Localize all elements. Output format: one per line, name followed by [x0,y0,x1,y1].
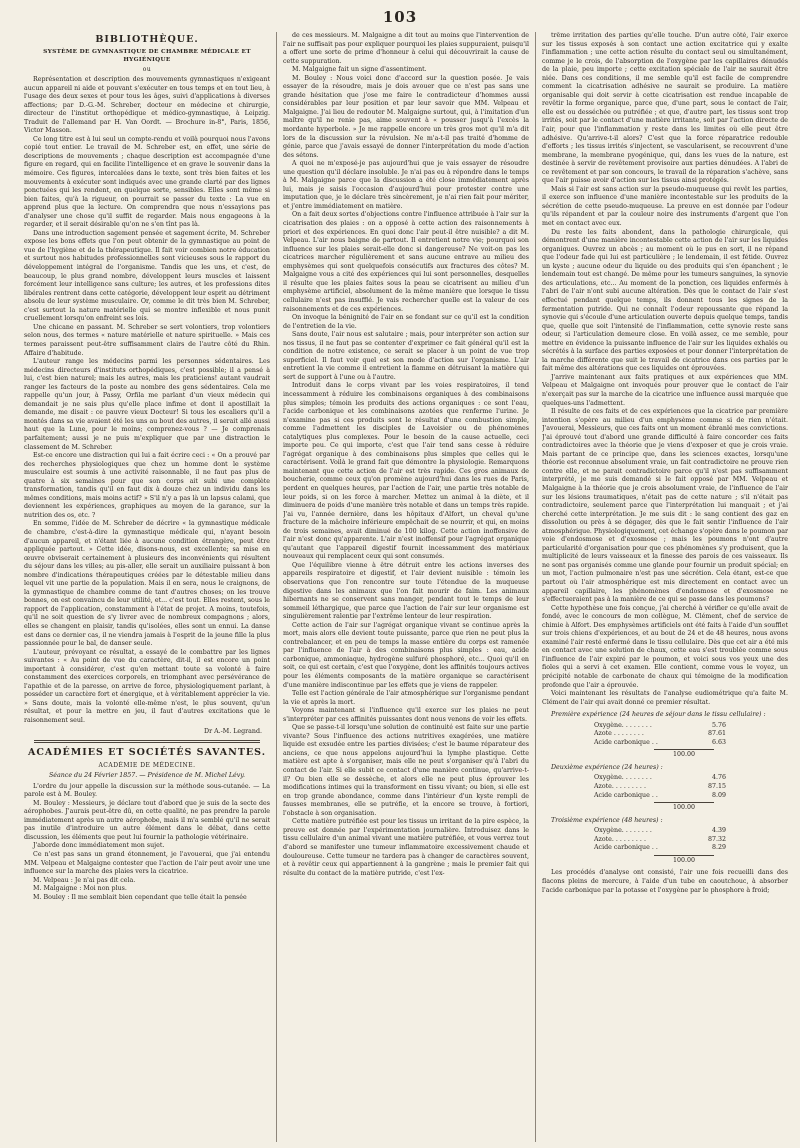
experiment-heading: Première expérience (24 heures de séjour dans le tissu cellulaire) : [551,711,766,719]
paragraph: Mais si l'air est sans action sur la pseudo-muqueuse qui revêt les parties, il exerce son influence d'une manière incontestable sur les produits de la sécrétion de cette pseudo-muqueuse. La preuve en est donnée par l'odeur qu'ils répandent et par la couleur noire des instruments d'argent que l'on met en contact avec eux. [542,185,788,228]
paragraph: Introduit dans le corps vivant par les voies respiratoires, il tend incessamment à réduire les combinaisons organiques à des combinaisons plus simples; témoin les produits des actions organiques : ce sont l'eau, l'acide carbonique et les combinaisons azotées que renferme l'urine. Je n'examine pas si ces produits sont le résultat d'une combustion simple, comme l'admettent les disciples de Lavoisier ou de phénomènes catalytiques plus complexes. Pour le besoin de la cause actuelle, ceci importe peu. Ce qui importe, c'est que l'air tend sans cesse à réduire l'agrégat organique à des combinaisons plus simples que celles qui le caractérisent. Voilà le grand fait que démontre la physiologie. Remarquons maintenant que cette action de l'air est très rapide. Ces gros animaux de boucherie, comme ceux qu'on promène aujourd'hui dans les rues de Paris, perdent en quelques heures, par l'action de l'air, une partie très notable de leur poids, si on les force à marcher. Mettez un animal à la diète, et il diminuera de poids d'une manière très notable et dans un temps très rapide. J'ai vu, l'année dernière, dans les hôpitaux d'Alfort, un cheval qu'une fracture de la mâchoire inférieure empêchait de se nourrir, et qui, en moins de trois semaines, avait diminué de 100 kilog. Cette action inoffensive de l'air n'est donc qu'apparente. L'air n'est inoffensif pour l'agrégat organique qu'autant que l'appareil digestif fournit incessamment des matériaux nouveaux qui remplacent ceux qui sont consumés. [283,382,529,561]
experiment-label: Oxygène. . . . . . . . [594,827,652,835]
paragraph: L'ordre du jour appelle la discussion sur la méthode sous-cutanée. — La parole est à M. Bouley. [24,782,270,799]
paragraph: Représentation et description des mouvements gymnastiques n'exigeant aucun appareil ni aide et pouvant s'exécuter en tous temps et en tout lieu, à l'usage des deux sexes et pour tous les âges, suivi d'applications à diverses affections; par D.-G.-M. Schreber, docteur en médecine et chirurgie, directeur de l'institut orthopédique et médico-gymnastique, à Leipzig. Traduit de l'allemand par H. Van Oordt. — Brochure in-8°, Paris, 1856, Victor Masson. [24,76,270,135]
paragraph: Que l'équilibre vienne à être détruit entre les actions inverses des appareils respiratoire et digestif, et l'air devient nuisible : témoin les observations que l'on rencontre sur toute l'étendue de la muqueuse digestive dans les animaux que l'on fait mourir de faim. Les animaux hibernants ne se conservent sans manger, pendant tout le temps de leur sommeil léthargique, que parce que l'action de l'air sur leur organisme est singulièrement ralentie par l'extrême lenteur de leur respiration. [283,561,529,621]
paragraph: On a fait deux sortes d'objections contre l'influence attribuée à l'air sur la cicatrisation des plaies : on a opposé à cette action des raisonnements à priori et des expériences. En quoi donc l'air peut-il être nuisible? a dit M. Velpeau. L'air nous baigne de partout. Il entretient notre vie; pourquoi son influence sur les plaies serait-elle donc si dangereuse? Ne voit-on pas les cicatrices marcher régulièrement et sans aucune entrave au milieu des emphysèmes qui sont quelquefois consécutifs aux fractures des côtes? M. Malgaigne vous a cité des expériences qui lui sont personnelles, desquelles il résulte que les plaies faites sous la peau se cicatrisent au milieu d'un emphysème artificiel, absolument de la même manière que lorsque le tissu cellulaire n'est pas insufflé. Je vais rechercher quelle est la valeur de ces raisonnements et de ces expériences. [283,211,529,313]
experiment-label: Azote . . . . . . . . [594,730,644,738]
paragraph: Ce long titre est à lui seul un compte-rendu et voilà pourquoi nous l'avons copié tout entier. Le travail de M. Schreber est, en effet, une série de descriptions de mouvements ; chaque description est accompagnée d'une figure en regard, qui en facilite l'intelligence et en grave le souvenir dans la mémoire. Ces figures, intercalées dans le texte, sont très bien faites et les mouvements à exécuter sont indiqués avec une grande clarté par des lignes ponctuées qui les rendent, en quelque sorte, sensibles. Elles sont même si bien faites, qu'à la rigueur, on pourrait se passer du texte : La vue en apprend plus que la lecture. On comprendra que nous n'essayions pas d'analyser une chose qu'il suffit de regarder. Mais nous engageons à la regarder, et il serait désirable qu'on ne s'en tînt pas là. [24,135,270,229]
experiment-label: Acide carbonique . . [594,791,658,799]
experiment-row [594,722,726,731]
paragraph: Dans une introduction sagement pensée et sagement écrite, M. Schreber expose les bons effets que l'on peut obtenir de la gymnastique au point de vue de l'hygiène et de la thérapeutique. Il fait voir combien notre éducation et surtout nos habitudes professionnelles sont vicieuses sous le rapport du développement intégral de l'organisme. Tandis que les uns, et c'est, de beaucoup, le plus grand nombre, développent leurs muscles et laissent forcément leur intelligence sans culture; les autres, et les professions dites libérales rentrent dans cette catégorie, développent leur esprit au détriment absolu de leur système musculaire. Or, comme le dit très bien M. Schreber, c'est surtout la nature matérielle qui se montre inflexible et nous punit cruellement lorsqu'on enfreint ses lois. [24,229,270,323]
experiment-label: Azote. . . . . . . . . [594,835,646,843]
paragraph: Du reste les faits abondent, dans la pathologie chirurgicale, qui démontrent d'une manière incontestable cette action de l'air sur les liquides organiques. Ouvrez un abcès ; au moment où le pus en sort, il ne répand que l'odeur fade qui lui est particulière ; le lendemain, il est fétide. Ouvrez un kyste ; aucune odeur du liquide ou des produits qui s'en épanchent ; le lendemain tout est changé. De même pour les tumeurs sanguines, la synovie des articulations, etc... Au moment de la ponction, ces liquides enfermés à l'abri de l'air n'ont subi aucune altération. Dès que le contact de l'air s'est effectué pendant quelque temps, ils donnent tous les signes de la fermentation putride. Qui ne connaît l'odeur repoussante que répand la synovie qui s'écoule d'une articulation ouverte depuis quelque temps, tandis que, quelle que soit l'intensité de l'inflammation, cette synovie reste sans odeur, si l'articulation demeure close. En voilà assez, ce me semble, pour mettre en évidence la puissante influence de l'air sur les liquides exhalés ou sécrétés à la surface des parties exposées et pour donner l'interprétation de la marche différente que suit le travail de cicatrice dans ces parties par le fait même des altérations que ces liquides ont éprouvées. [542,228,788,373]
experiment-table [594,774,726,800]
paragraph: M. Malgaigne : Moi non plus. [33,885,127,893]
paragraph: Cette action de l'air sur l'agrégat organique vivant se continue après la mort, mais alors elle devient toute puissante, parce que rien ne peut plus la contrebalancer, et en peu de temps la masse entière du corps est ramenée par l'influence de l'air à des combinaisons plus simples : eau, acide carbonique, ammoniaque, hydrogène sulfuré phosphoré, etc... Quoi qu'il en soit, ce qui est certain, c'est que l'oxygène, dont les affinités toujours actives pour les éléments composants de la matière organique se caractérisent d'une manière indiscontinue par les effets que je viens de rappeler. [283,621,529,689]
experiment-value: 87.32 [707,835,726,843]
paragraph: Telle est l'action générale de l'air atmosphérique sur l'organisme pendant la vie et après la mort. [283,690,529,706]
paragraph: On invoque la bénignité de l'air en se fondant sur ce qu'il est la condition de l'entretien de la vie. [283,314,529,330]
experiment-value: 4.39 [711,827,726,835]
experiment-row [594,739,726,748]
experiment-heading: Troisième expérience (48 heures) : [551,816,663,824]
paragraph: Que se passe-t-il lorsqu'une solution de continuité est faite sur une partie vivante? Sous l'influence des actions nutritives exagérées, une matière liquide est exsudée entre les parties divisées; c'est le baume réparateur des anciens, ce que nous appelons aujourd'hui la lymphe plastique. Cette matière est apte à s'organiser, mais elle ne peut s'organiser qu'à l'abri du contact de l'air. Si elle subit ce contact d'une manière continue, qu'arrive-t-il? Ou bien elle se dessèche, et alors elle ne peut plus éprouver les modifications intimes qui la transforment en tissu vivant; ou bien, si elle est en trop grande abondance, comme dans l'intérieur d'un kyste rempli de fausses membranes, elle se putréfie, et la encore se trouve, à fortiori, l'obstacle à son organisation. [283,724,529,817]
paragraph: Sans doute, l'air nous est salutaire ; mais, pour interpréter son action sur nos tissus, il ne faut pas se contenter d'exprimer ce fait général qu'il est la condition de notre existence, ce serait se placer à un point de vue trop superficiel. Il faut voir quel est son mode d'action sur l'organisme. L'air entretient la vie comme il entretient la flamme en détruisant la matière qui sert de support à l'une ou à l'autre. [283,331,529,381]
experiment-row [594,774,726,783]
experiment-row [594,792,726,801]
column-right [542,32,788,1142]
article-title-ou: ou [142,66,152,73]
article-signature: Dr A.-M. Legrand. [204,727,262,735]
experiment-value: 87.15 [707,783,726,791]
section-title-academies: ACADÉMIES ET SOCIÉTÉS SAVANTES. [28,747,266,759]
experiment-total: 100.00 [654,749,714,760]
paragraph: Ce n'est pas sans un grand étonnement, je l'avouerai, que j'ai entendu MM. Velpeau et Malgaigne contester que l'action de l'air peut avoir une une influence sur la marche des plaies vers la cicatrice. [24,851,270,876]
experiment-block [542,817,788,866]
paragraph: L'auteur, prévoyant ce résultat, a essayé de le combattre par les lignes suivantes : « Au point de vue du caractère, dit-il, il est encore un point important à considérer, c'est qu'en mettant toute sa volonté à faire constamment des exercices corporels, en triomphant avec persévérance de l'apathie et de la paresse, on arrive de force, physiologiquement parlant, à posséder un caractère fort et énergique, et à véritablement apprécier la vie. » Sans doute, mais la volonté elle-même n'est, le plus souvent, qu'un résultat, et pour la mettre en jeu, il faut d'autres excitations que le raisonnement seul. [24,648,270,725]
paragraph: Cette matière putréfiée est pour les tissus un irritant de la pire espèce, la preuve est donnée par l'expérimentation journalière. Introduisez dans le tissu cellulaire d'un animal vivant une matière putréfiée, et vous verrez tout d'abord se manifester une tumeur inflammatoire excessivement chaude et douloureuse. Cette tumeur ne tardera pas à changer de caractères souvent, et à revêtir ceux qui appartiennent à la gangrène ; mais le premier fait qui résulte du contact de la matière putride, c'est l'ex- [283,818,529,877]
experiment-total: 100.00 [654,855,714,866]
experiment-table [594,827,726,853]
section-title-bibliotheque: BIBLIOTHÈQUE. [95,34,199,45]
column-left [24,32,270,1142]
paragraph: Les procédés d'analyse ont consisté, l'air une fois recueilli dans des flacons pleins de mercure, à l'aide d'un tube en caoutchouc, à absorber l'acide carbonique par la potasse et l'oxygène par le phosphore à froid; [542,869,788,894]
paragraph: de ces messieurs. M. Malgaigne a dit tout au moins que l'intervention de l'air ne suffisait pas pour expliquer pourquoi les plaies suppuraient, puisqu'il a offert une sorte de prime d'honneur à celui qui découvrirait la cause de cette suppuration. [283,32,529,65]
paragraph: Voyons maintenant si l'influence qu'il exerce sur les plaies ne peut s'interpréter par ces affinités puissantes dont nous venons de voir les effets. [283,707,529,723]
column-divider [276,32,277,1142]
experiment-label: Azote. . . . . . . . . [594,783,646,791]
experiment-value: 8.09 [711,791,726,799]
paragraph: M. Bouley : Nous voici donc d'accord sur la question posée. Je vais essayer de la résoudre, mais je dois avouer que ce n'est pas sans une grande hésitation que j'ose me faire le contradicteur d'hommes aussi considérables par leur position et par leur savoir que MM. Velpeau et Malgaigne. J'ai lieu de redouter M. Malgaigne surtout, qui, à l'imitation d'un maître qu'il ne renie pas, aime souvent à « pousser jusqu'à l'excès la mordante hyperbole. » Je me rappelle encore un très gros mot qu'il m'a dit lors de la discussion sur la révulsion. Ne m'a-t-il pas traité d'homme de génie, parce que j'avais essayé de donner l'interprétation du mode d'action des sétons. [283,74,529,159]
experiment-row [594,827,726,836]
experiment-row [594,783,726,792]
experiment-value: 5.76 [711,721,726,729]
experiment-row [594,730,726,739]
section-divider [34,740,260,743]
experiment-value: 87.61 [707,730,726,738]
paragraph: M. Velpeau : Je n'ai pas dit cela. [33,876,136,884]
paragraph: M. Malgaigne fait un signe d'assentiment. [292,66,427,74]
paragraph: Cette hypothèse une fois conçue, j'ai cherché à vérifier ce qu'elle avait de fondé, avec le concours de mon collègue, M. Clément, chef de service de chimie à Alfort. Des emphysèmes artificiels ont été faits à l'aide d'un soufflet sur trois chiens d'expériences, et au bout de 24 et de 48 heures, nous avons examiné l'air resté enfermé dans le tissu cellulaire. Dès que cet air a été mis en contact avec une solution de chaux, cette eau s'est troublée comme sous l'influence de l'air expiré par le poumon, et voici sous vos yeux une des fioles qui a servi à cet examen. Elle contient, comme vous le voyez, un précipité notable de carbonate de chaux qui témoigne de la modification profonde que l'air a éprouvée. [542,604,788,689]
paragraph: J'aborde donc immédiatement mon sujet. [33,842,165,850]
page-number: 103 [382,8,418,26]
academy-name: ACADÉMIE DE MÉDECINE. [98,762,196,770]
experiment-row [594,844,726,853]
paragraph: M. Bouley : Il me semblait bien cependant que telle était la pensée [33,893,247,901]
experiment-heading: Deuxième expérience (24 heures) : [551,763,663,771]
paragraph: A quoi ne m'exposé-je pas aujourd'hui que je vais essayer de résoudre une question qu'il déclare insoluble. Je n'ai pas eu à répondre dans le temps à M. Malgaigne parce que la discussion a été close immédiatement après lui, mais je saisis l'occasion d'aujourd'hui pour protester contre une imputation que, je le déclare très sincèrement, je n'ai rien fait pour mériter, et j'entre immédiatement en matière. [283,160,529,210]
experiment-value: 6.63 [711,738,726,746]
experiment-value: 8.29 [711,844,726,852]
column-divider [535,32,536,1142]
experiment-table [594,722,726,748]
paragraph: Est-ce encore une distraction qui lui a fait écrire ceci : « On a prouvé par des recherches physiologiques que chez un homme dont le système musculaire est soumis à une activité raisonnable, il ne faut pas plus de quatre à six semaines pour que son corps ait subi une complète transformation, tandis qu'il en faut dix à douze chez un individu dans les mêmes conditions, mais moins actif? » S'il n'y a pas là un lapsus calami, que deviennent les expériences, graphiques au moyen de la garance, sur la nutrition des os, etc. ? [24,452,270,519]
paragraph: trême irritation des parties qu'elle touche. D'un autre côté, l'air exerce sur les tissus exposés à son contact une action excitatrice qui y exalte l'inflammation ; une cette action résulte du contact seul ou simultanément, comme je le crois, de l'absorption de l'oxygène par les capillaires dénudés de la plaie, peu importe ; cette excitation spéciale de l'air ne saurait être niée. Dans ces conditions, il me semble qu'il est facile de comprendre comment la cicatrisation adhésive ne saurait se produire. La matière organisable qui doit servir à cette cicatrisation est rendue incapable de revêtir la forme organique, parce que, d'une part, sous le contact de l'air, elle est ou desséchée ou putréfiée ; et que, d'autre part, les tissus sont trop irrités, soit par le contact d'une matière irritante, soit par l'action directe de l'air, pour que l'inflammation y reste dans les limites où elle peut être adhésive. Qu'arrive-t-il alors? C'est que la force réparatrice redouble d'efforts ; les tissus irrités s'injectent, se vascularisent, se recouvrent d'une membrane, la membrane pyogénique, qui, dans les vues de la nature, est destinée à servir de revêtement provisoire aux parties dénudées. A l'abri de ce revêtement et par son concours, le travail de la réparation s'achève, sans que l'air puisse avoir d'action sur les tissus ainsi protégés. [542,32,788,185]
article-title: SYSTÈME DE GYMNASTIQUE DE CHAMBRE MÉDICALE ET HYGIÉNIQUE [43,49,251,63]
experiment-label: Acide carbonique . . [594,738,658,746]
experiment-row [594,836,726,845]
paragraph: Il résulte de ces faits et de ces expériences que la cicatrice par première intention s'opère au milieu d'un emphysème comme si de rien n'était. J'avouerai, Messieurs, que ces faits ont un moment ébranlé mes convictions. J'ai éprouvé tout d'abord une grande difficulté à faire concorder ces faits contradictoires avec la théorie que je viens d'exposer et que je crois vraie. Mais partant de ce principe que, dans les sciences exactes, lorsqu'une théorie est reconnue absolument vraie, un fait contradictoire ne prouve rien contre elle, et ne parait contradictoire parce qu'il n'est pas suffisamment interprété, je me suis demandé si le fait opposé par MM. Velpeau et Malgaigne à la théorie que je crois absolument vraie, de l'influence de l'air sur les lésions traumatiques, n'était pas de cette nature ; s'il n'était pas contradictoire, seulement parce que l'interprétation lui manquait ; et j'ai cherché cette interprétation. Je me suis dit : le sang contient des gaz en dissolution ou près à se dégager, dès que le fait sentir l'influence de l'air atmosphérique. Physiologiquement, cet échange s'opère dans le poumon par voie d'endosmose et d'exosmose ; mais les poumons n'ont d'autre particularité d'organisation pour que ces phénomènes s'y produisent, que la multiplicité de leurs vaisseaux et la finesse des parois de ces vaisseaux. Ils ne sont pas organisés comme une glande pour fournir un produit spécial; en un mot, l'action pulmonaire n'est pas une sécrétion. Cela étant, est-ce que partout où l'air atmosphérique est mis directement en contact avec un appareil capillaire, les phénomènes d'endosmose et d'exosmose ne s'effectueraient pas à la manière de ce qui se passe dans les poumons? [542,408,788,604]
experiment-value: 4.76 [711,774,726,782]
experiment-block [542,764,788,813]
paragraph: Une chicane en passant. M. Schreber se sert volontiers, trop volontiers selon nous, des termes « nature matérielle et nature spirituelle. » Mais ces termes paraissent peut-être suffisamment clairs de l'autre côté du Rhin. Affaire d'habitude. [24,323,270,357]
paragraph: J'arrive maintenant aux faits pratiques et aux expériences que MM. Velpeau et Malgaigne ont invoqués pour prouver que le contact de l'air n'exerçait pas sur la marche de la cicatrice une influence aussi marquée que quelques-uns l'admettent. [542,373,788,407]
paragraph: M. Bouley : Messieurs, je déclare tout d'abord que je suis de la secte des aérophobes. J'aurais peut-être dû, en cette qualité, ne pas prendre la parole immédiatement après un autre aérophobe, mais il m'a semblé qu'il ne serait pas inutile d'introduire un autre élément dans le débat, dans cette discussion, les éléments que peut lui fournir la pathologie vétérinaire. [24,799,270,841]
experiment-block [542,711,788,760]
paragraph: Voici maintenant les résultats de l'analyse eudiométrique qu'a faite M. Clément de l'air qui avait donné ce premier résultat. [542,690,788,706]
paragraph: En somme, l'idée de M. Schreber de décrire « la gymnastique médicale de chambre, c'est-à-dire la gymnastique médicale qui, n'ayant besoin d'aucun appareil, et n'étant liée à aucune condition étrangère, peut être appliquée partout. » Cette idée, disons-nous, est excellente; sa mise en œuvre obviserait certainement à plusieurs des inconvénients qui résultent du séjour dans les villes; au pis-aller, elle serait un auxiliaire puissant à bon nombre d'indications thérapeutiques créées par le détestable milieu dans lequel vit une partie de la population. Mais il en sera, nous le craignons, de la gymnastique de chambre comme de tant d'autres choses; on les trouve bonnes, on est convaincu de leur utilité, et... c'est tout. Elles restent, sous le rapport de l'application, constamment à l'état de projet. A moins, toutefois, qu'il ne soit question de s'y livrer avec de nombreux compagnons ; alors, elles se changent en plaisir, tandis qu'isolées, elles sont un ennui. La danse est dans ce dernier cas, il ne viendra jamais à l'esprit de la jeune fille la plus passionnée pour le bal, de danser seule. [24,520,270,648]
experiment-total: 100.00 [654,802,714,813]
experiment-label: Oxygène. . . . . . . . [594,721,652,729]
session-line: Séance du 24 Février 1857. — Présidence de M. Michel Lévy. [48,772,246,780]
paragraph: L'auteur range les médecins parmi les personnes sédentaires. Les médecins directeurs d'instituts orthopédiques, c'est possible; il a pensé à lui, c'est bien naturel; mais les autres, mais les praticiens! autant vaudrait ranger les facteurs de la poste au nombre des gens sédentaires. Cela me rappelle qu'un jour, à Passy, Orfila me parlant d'un vieux médecin qui demandait je ne sais plus qu'elle place infime et dont il apostillait la demande, me disait : ce pauvre vieux Docteur! Si tous les escaliers qu'il a montés dans sa vie avaient été les uns au bout des autres, il serait allé aussi haut que la Lune, pour le moins; comprenez-vous ? — Je comprenais parfaitement; aussi je ne puis m'expliquer que par une distraction le classement de M. Schreber. [24,358,270,451]
experiment-label: Oxygène. . . . . . . . [594,774,652,782]
experiment-label: Acide carbonique . . [594,844,658,852]
column-middle [283,32,529,1142]
